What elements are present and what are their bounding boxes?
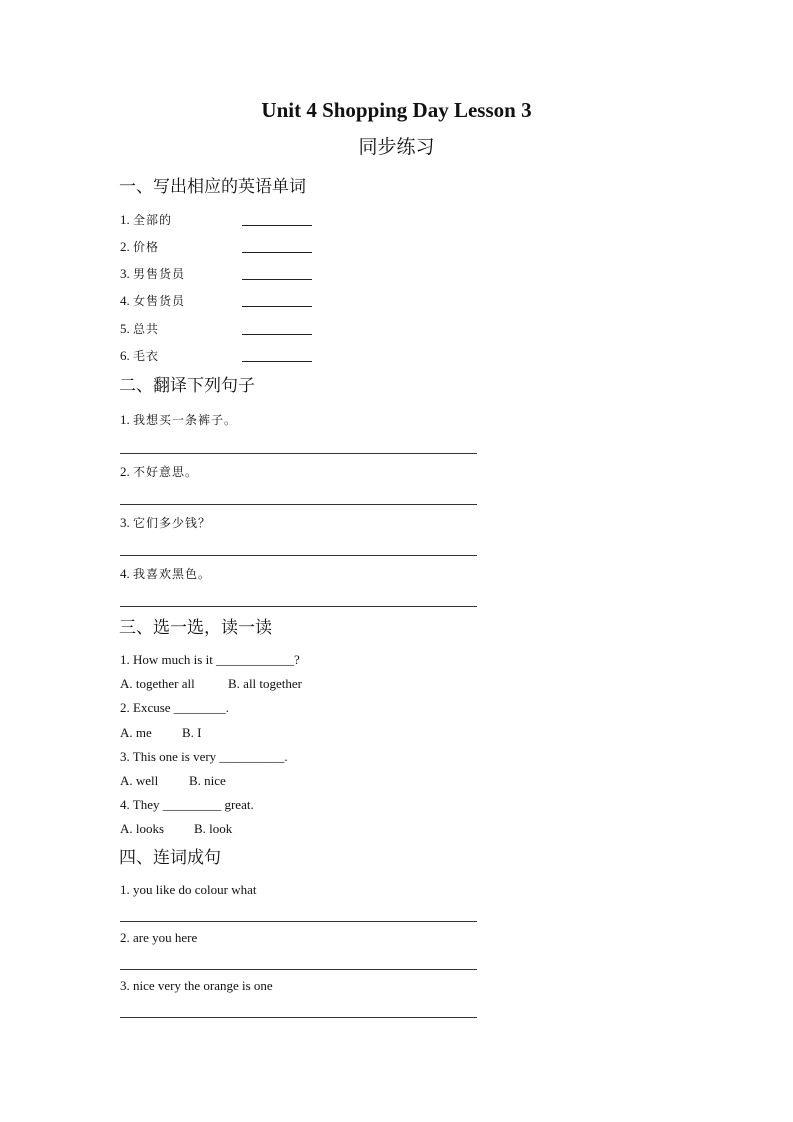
choice-question: 4. They _________ great. xyxy=(120,797,254,812)
translation-item xyxy=(120,411,237,429)
option-b[interactable]: B. I xyxy=(182,725,202,740)
section-1-heading: 一、写出相应的英语单词 xyxy=(119,177,306,197)
item-number: 4. xyxy=(120,293,130,308)
item-number: 1. xyxy=(120,412,130,427)
page-subtitle: 同步练习 xyxy=(358,136,435,158)
item-chinese: 我想买一条裤子。 xyxy=(133,413,238,427)
answer-line[interactable] xyxy=(120,453,477,454)
item-number: 4. xyxy=(120,566,130,581)
answer-line[interactable] xyxy=(120,606,477,607)
word-order-item: 1. you like do colour what xyxy=(120,882,257,897)
item-number: 6. xyxy=(120,348,130,363)
choice-question: 1. How much is it ____________? xyxy=(120,652,300,667)
item-number: 2. xyxy=(120,239,130,254)
section-2-heading: 二、翻译下列句子 xyxy=(119,376,255,396)
option-b[interactable]: B. all together xyxy=(228,676,303,691)
answer-blank[interactable] xyxy=(242,225,312,226)
answer-blank[interactable] xyxy=(242,252,312,253)
option-a[interactable]: A. together all xyxy=(120,676,195,691)
answer-line[interactable] xyxy=(120,1017,477,1018)
item-number: 3. xyxy=(120,266,130,281)
vocab-item xyxy=(120,347,320,365)
option-a[interactable]: A. me xyxy=(120,725,152,740)
vocab-item xyxy=(120,292,320,310)
answer-line[interactable] xyxy=(120,969,477,970)
option-b[interactable]: B. nice xyxy=(189,773,226,788)
item-number: 5. xyxy=(120,321,130,336)
option-a[interactable]: A. looks xyxy=(120,821,165,836)
vocab-item xyxy=(120,320,320,338)
item-number: 3. xyxy=(120,515,130,530)
answer-blank[interactable] xyxy=(242,361,312,362)
item-number: 2. xyxy=(120,464,130,479)
item-chinese: 全部的 xyxy=(133,213,173,227)
item-chinese: 女售货员 xyxy=(133,294,186,308)
answer-line[interactable] xyxy=(120,921,477,922)
translation-item xyxy=(120,514,211,532)
item-chinese: 不好意思。 xyxy=(133,465,199,479)
item-chinese: 价格 xyxy=(133,240,160,254)
section-3-heading: 三、选一选，读一读 xyxy=(119,618,272,638)
item-chinese: 它们多少钱？ xyxy=(133,516,212,530)
section-4-heading: 四、连词成句 xyxy=(119,848,221,868)
answer-blank[interactable] xyxy=(242,306,312,307)
translation-item xyxy=(120,565,211,583)
vocab-item xyxy=(120,211,320,229)
page-title: Unit 4 Shopping Day Lesson 3 xyxy=(261,98,532,122)
item-chinese: 男售货员 xyxy=(133,267,186,281)
answer-blank[interactable] xyxy=(242,279,312,280)
word-order-item: 2. are you here xyxy=(120,930,198,945)
translation-item xyxy=(120,463,198,481)
item-chinese: 总共 xyxy=(133,322,160,336)
vocab-item xyxy=(120,238,320,256)
vocab-item xyxy=(120,265,320,283)
word-order-item: 3. nice very the orange is one xyxy=(120,978,273,993)
choice-question: 2. Excuse ________. xyxy=(120,700,230,715)
item-chinese: 毛衣 xyxy=(133,349,160,363)
answer-line[interactable] xyxy=(120,555,477,556)
answer-blank[interactable] xyxy=(242,334,312,335)
item-chinese: 我喜欢黑色。 xyxy=(133,567,212,581)
item-number: 1. xyxy=(120,212,130,227)
option-b[interactable]: B. look xyxy=(194,821,233,836)
answer-line[interactable] xyxy=(120,504,477,505)
option-a[interactable]: A. well xyxy=(120,773,159,788)
choice-question: 3. This one is very __________. xyxy=(120,749,288,764)
